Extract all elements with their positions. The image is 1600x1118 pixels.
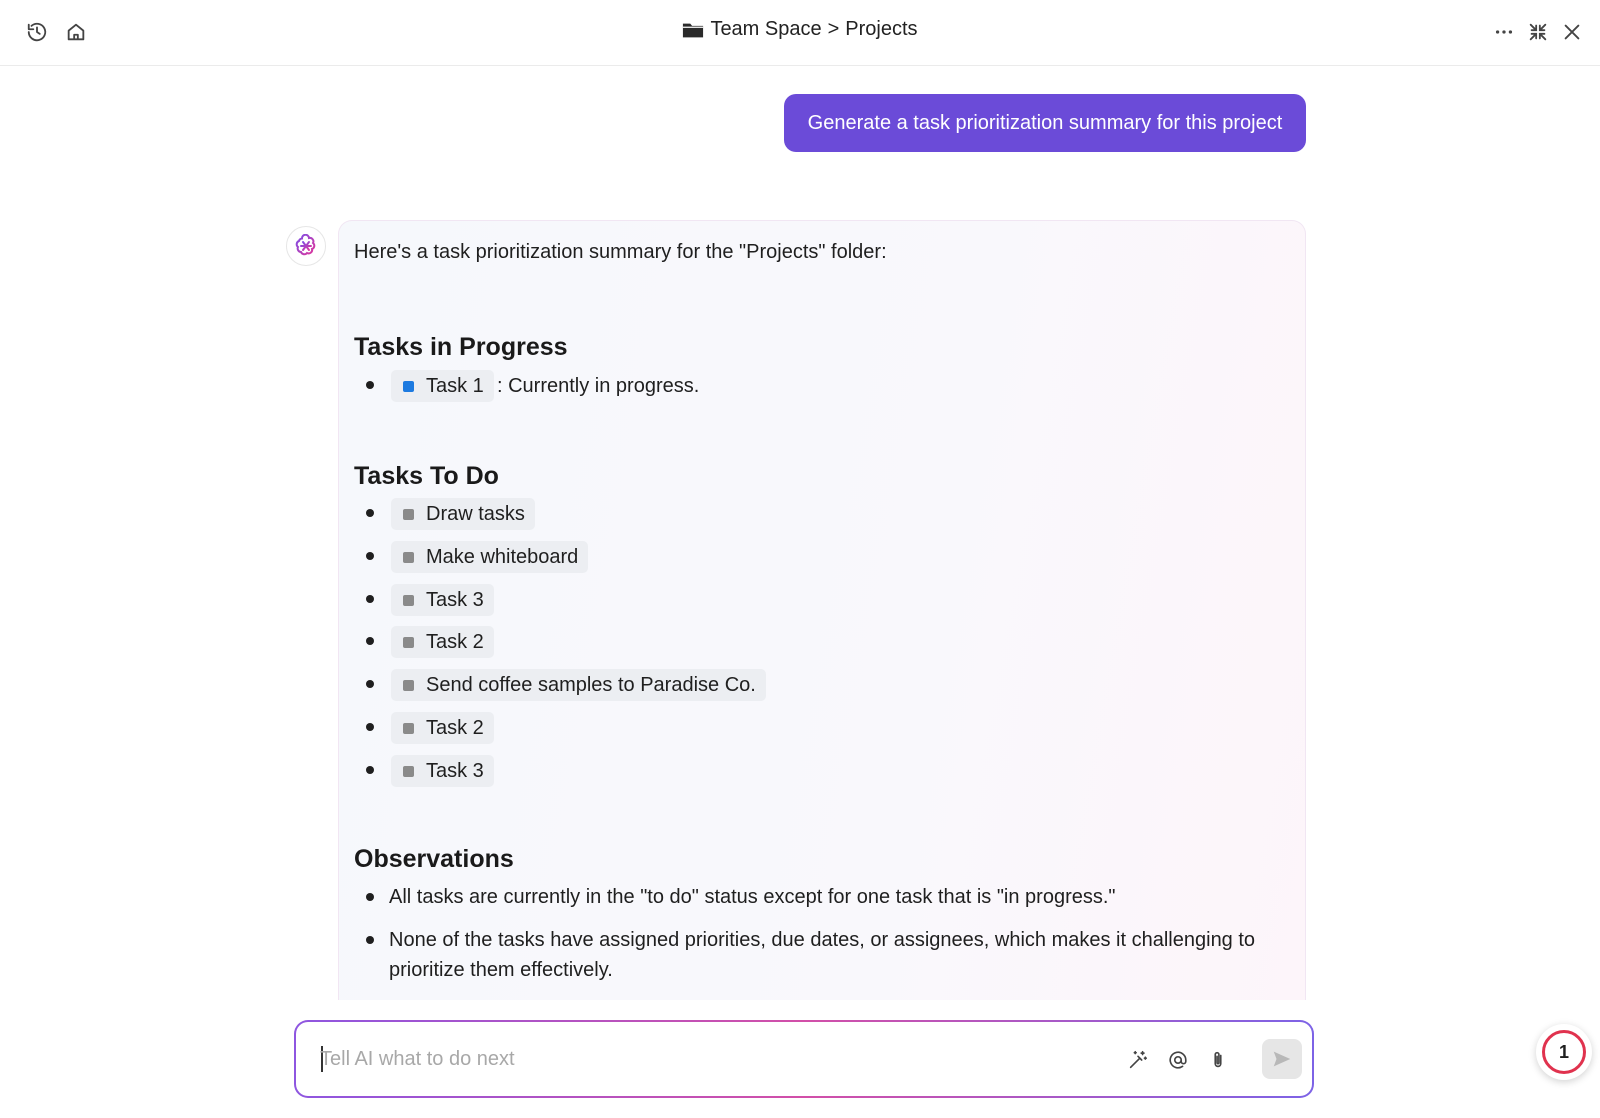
notification-badge[interactable] bbox=[1536, 1024, 1592, 1080]
ai-composer-inner bbox=[296, 1022, 1312, 1096]
breadcrumb-separator: > bbox=[827, 18, 840, 40]
breadcrumb-space[interactable]: Team Space bbox=[710, 18, 822, 40]
task-chip-label: Task 3 bbox=[426, 759, 484, 782]
task-chip[interactable] bbox=[391, 626, 494, 658]
task-chip[interactable] bbox=[391, 498, 535, 530]
more-icon[interactable] bbox=[1490, 18, 1518, 46]
close-icon[interactable] bbox=[1558, 18, 1586, 46]
bullet bbox=[366, 595, 374, 603]
send-button[interactable] bbox=[1262, 1039, 1302, 1079]
observation-item: All tasks are currently in the "to do" status except for one task that is "in progress." bbox=[389, 886, 1116, 908]
task-chip-label: Task 2 bbox=[426, 716, 484, 739]
task-chip-label: Task 3 bbox=[426, 588, 484, 611]
bullet bbox=[366, 509, 374, 517]
task-chip[interactable] bbox=[391, 584, 494, 616]
task-chip[interactable] bbox=[391, 541, 588, 573]
bullet bbox=[366, 723, 374, 731]
status-todo-icon bbox=[403, 595, 414, 606]
user-message-bubble: Generate a task prioritization summary for this project bbox=[784, 94, 1306, 152]
observation-item: None of the tasks have assigned priorities, due dates, or assignees, which makes it challenging to prioritize them effectively. bbox=[389, 929, 1256, 981]
bullet bbox=[366, 552, 374, 560]
section-heading-todo: Tasks To Do bbox=[354, 462, 499, 490]
task-chip-label: Send coffee samples to Paradise Co. bbox=[426, 673, 756, 696]
task-status-text: : Currently in progress. bbox=[497, 375, 700, 397]
breadcrumb-folder[interactable]: Projects bbox=[845, 18, 918, 40]
status-todo-icon bbox=[403, 637, 414, 648]
ai-avatar bbox=[286, 226, 326, 266]
ai-response-card bbox=[338, 220, 1306, 1000]
bullet bbox=[366, 637, 374, 645]
status-in-progress-icon bbox=[403, 381, 414, 392]
ai-magic-icon[interactable] bbox=[1122, 1044, 1154, 1076]
task-chip-label: Draw tasks bbox=[426, 502, 525, 525]
ai-brain-icon bbox=[294, 234, 318, 258]
folder-icon bbox=[682, 20, 704, 40]
task-chip[interactable] bbox=[391, 712, 494, 744]
task-chip[interactable] bbox=[391, 370, 494, 402]
status-todo-icon bbox=[403, 552, 414, 563]
ai-composer bbox=[294, 1020, 1314, 1098]
ai-prompt-input[interactable] bbox=[320, 1040, 1100, 1078]
bullet bbox=[366, 893, 374, 901]
bullet bbox=[366, 766, 374, 774]
breadcrumb bbox=[0, 18, 1600, 41]
status-todo-icon bbox=[403, 766, 414, 777]
bullet bbox=[366, 680, 374, 688]
bullet bbox=[366, 381, 374, 389]
send-icon bbox=[1271, 1048, 1293, 1070]
bullet bbox=[366, 936, 374, 944]
ai-response-intro: Here's a task prioritization summary for the "Projects" folder: bbox=[354, 241, 887, 263]
status-todo-icon bbox=[403, 723, 414, 734]
collapse-icon[interactable] bbox=[1524, 18, 1552, 46]
task-chip-label: Task 1 bbox=[426, 374, 484, 397]
status-todo-icon bbox=[403, 680, 414, 691]
section-heading-in-progress: Tasks in Progress bbox=[354, 333, 568, 361]
section-heading-observations: Observations bbox=[354, 845, 514, 873]
status-todo-icon bbox=[403, 509, 414, 520]
notification-count: 1 bbox=[1542, 1030, 1586, 1074]
top-bar bbox=[0, 0, 1600, 66]
task-chip-label: Task 2 bbox=[426, 630, 484, 653]
mention-icon[interactable] bbox=[1162, 1044, 1194, 1076]
task-chip[interactable] bbox=[391, 669, 766, 701]
attachment-icon[interactable] bbox=[1202, 1044, 1234, 1076]
task-chip-label: Make whiteboard bbox=[426, 545, 579, 568]
task-chip[interactable] bbox=[391, 755, 494, 787]
